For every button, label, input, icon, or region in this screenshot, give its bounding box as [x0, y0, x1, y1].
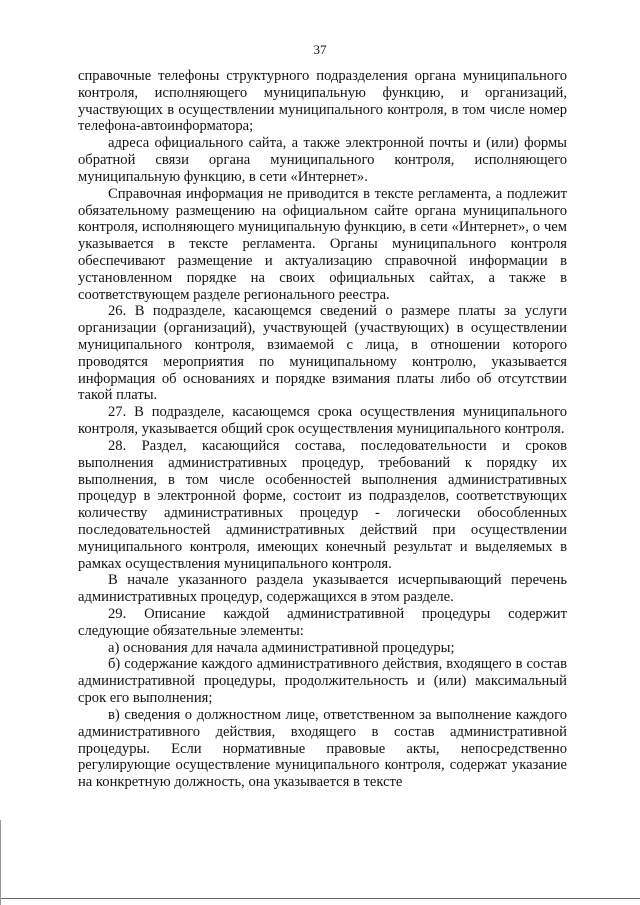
list-item-v: в) сведения о должностном лице, ответственном за выполнение каждого административного действия, входящего в состав административной процедуры. Если нормативные правовые акты, непосредственно регулирующие осуществление муниципального контроля, содержат указание на конкретную должность, она указывается в тексте: [78, 706, 567, 791]
paragraph-procedures-list: В начале указанного раздела указывается исчерпывающий перечень административных процедур, содержащихся в этом разделе.: [78, 572, 567, 606]
page-bottom-edge: [0, 898, 640, 899]
paragraph-reference-information: Справочная информация не приводится в тексте регламента, а подлежит обязательному размещению на официальном сайте органа муниципального контроля, исполняющего муниципальную функцию, в сети «Интернет», о чем указывается в тексте регламента. Органы муниципального контроля обеспечивают размещение и актуализацию справочной информации в установленном порядке на своих официальных сайтах, а также в соответствующем разделе регионального реестра.: [78, 185, 567, 303]
paragraph-27-term: 27. В подразделе, касающемся срока осуществления муниципального контроля, указывается общий срок осуществления муниципального контроля.: [78, 404, 567, 438]
document-body: [78, 68, 567, 791]
paragraph-26-fee: 26. В подразделе, касающемся сведений о размере платы за услуги организации (организаций), участвующей (участвующих) в осуществлении муниципального контроля, взимаемой с лица, в отношении которого проводятся мероприятия по муниципальному контролю, указывается информация об основаниях и порядке взимания платы либо об отсутствии такой платы.: [78, 303, 567, 404]
paragraph-contact-phones: справочные телефоны структурного подразделения органа муниципального контроля, исполняющего муниципальную функцию, и организаций, участвующих в осуществлении муниципального контроля, в том числе номер телефона-автоинформатора;: [78, 68, 567, 135]
paragraph-28-procedures-section: 28. Раздел, касающийся состава, последовательности и сроков выполнения административных процедур, требований к порядку их выполнения, в том числе особенностей выполнения административных процедур в электронной форме, состоит из подразделов, соответствующих количеству административных процедур - логически обособленных последовательностей административных действий при осуществлении муниципального контроля, имеющих конечный результат и выделяемых в рамках осуществления муниципального контроля.: [78, 437, 567, 572]
list-item-b: б) содержание каждого административного действия, входящего в состав административной процедуры, продолжительность и (или) максимальный срок его выполнения;: [78, 656, 567, 707]
page-number: 37: [313, 42, 327, 57]
list-item-a: а) основания для начала административной процедуры;: [108, 639, 455, 656]
paragraph-29-description: 29. Описание каждой административной процедуры содержит следующие обязательные элементы:: [78, 606, 567, 639]
page-left-edge: [0, 820, 1, 905]
paragraph-website-addresses: адреса официального сайта, а также электронной почты и (или) формы обратной связи органа муниципального контроля, исполняющего муниципальную функцию, в сети «Интернет».: [78, 135, 567, 185]
